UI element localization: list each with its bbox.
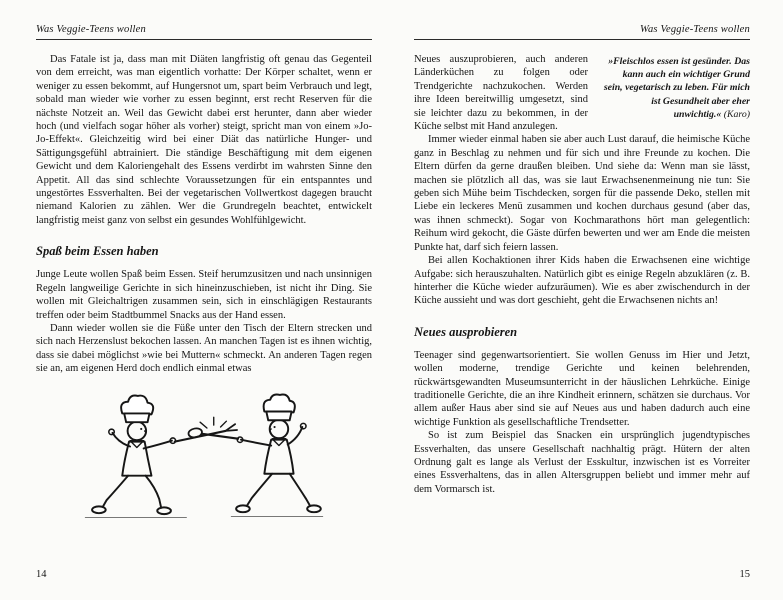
running-header-left-text: Was Veggie-Teens wollen [36, 24, 146, 35]
paragraph: Bei allen Kochaktionen ihrer Kids haben die Erwachsenen eine wichtige Aufgabe: sich herauszuhalten. Natürlich gibt es einige Regeln abzuklären (z. B. hinterher die Küche wieder aufzuräumen). Wie es aber zwischendurch in der Küche aussieht und was dort geschieht, geht die Erwachsenen nichts an! [414, 255, 750, 307]
section-heading-spass-beim-essen: Spaß beim Essen haben [36, 244, 159, 259]
left-page-body [36, 53, 372, 543]
chefs-duel-illustration [36, 392, 372, 543]
paragraph: So ist zum Beispiel das Snacken ein ursprünglich jugendtypisches Essverhalten, das unsere Gesellschaft nachhaltig prägt. Hütern der alten Ordnung galt es lange als Verlust der Esskultur, inzwischen ist es Vorreiter eines Essverhaltens, das in allen Altersgruppen beliebt und immer mehr auf dem Vormarsch ist. [414, 430, 750, 495]
chefs-duel-drawing [58, 392, 350, 538]
paragraph: Junge Leute wollen Spaß beim Essen. Steif herumzusitzen und nach unsinnigen Regeln langweilige Gerichte in sich hineinzuschieben, ist nicht ihr Ding. Sie wollen mit Gleichaltrigen zusammen sein, sich in einschlägigen Restaurants treffen oder beim Stadtbummel Snacks aus der Hand essen. [36, 269, 372, 321]
paragraph: Dann wieder wollen sie die Füße unter den Tisch der Eltern strecken und sich nach Herzenslust bekochen lassen. An manchen Tagen ist es ihnen wichtig, dass sie dabei möglichst »wie bei Muttern« schmeckt. An anderen Tagen regen sie an, am eigenen Herd doch endlich einmal etwas [36, 322, 372, 375]
paragraph: Teenager sind gegenwartsorientiert. Sie wollen Genuss im Hier und Jetzt, wollen moderne, trendige Gerichte und keinen belehrenden, rückwärtsgewandten Museumsunterricht in der häuslichen Lehrküche. Einige traditionelle Gerichte, die an ihre Kindheit erinnern, schätzen sie durchaus. Vor allem außer Haus aber sind sie auf Neues aus und haben dadurch auch eine wichtige Funktion als gesellschaftliche Trendsetter. [414, 349, 750, 428]
header-rule-right [414, 39, 750, 40]
pull-quote-attribution: (Karo) [723, 108, 750, 120]
paragraph: Immer wieder einmal haben sie aber auch Lust darauf, die heimische Küche ganz in Beschlag zu nehmen und für sich und ihre Freunde zu kochen. Die Eltern dürfen da gerne draußen bleiben. Und siehe da: Wenn man sie lässt, machen sie plötzlich all das, was sie laut Erwachsenenmeinung nie tun: Sie geben sich Mühe beim Tischdecken, sorgen für die passende Deko, stellen mit Liebe ein leckeres Menü zusammen und kochen durchaus gesund (aber das, was ihnen schmeckt). Sogar von Kochmarathons hört man gelegentlich: Reihum wird gekocht, die Gäste dürfen bewerten und wer am Ende die meisten Punkte hat, darf sich feiern lassen. [414, 134, 750, 253]
pull-quote [602, 55, 750, 121]
paragraph: Neues auszuprobieren, auch anderen Länderküchen zu folgen oder Trendgerichte nachzukochen. Werden ihre Ideen bereitwillig umgesetzt, sind sie leichter dazu zu bekommen, in der Küche selbst mit Hand anzulegen. [414, 54, 588, 133]
pull-quote-text: »Fleischlos essen ist gesünder. Das kann auch ein wichtiger Grund sein, vegetarisch zu leben. Für mich ist Gesundheit aber eher unwichtig.« [603, 56, 750, 120]
right-page-body [414, 53, 750, 496]
page-number-left: 14 [36, 569, 47, 580]
page-number-right: 15 [739, 569, 750, 580]
paragraph: Das Fatale ist ja, dass man mit Diäten langfristig oft genau das Gegenteil von dem erreicht, was man eigentlich vorhatte: Der Körper schaltet, wenn er weniger zu essen bekommt, auf Hungersnot um, spart beim Verbrauch und legt, sobald man wieder wie vorher zu essen beginnt, erst recht Reserven für die nächste Notzeit an. Weil das Gewicht dabei erst herunter, dann aber wieder hoch (und vielfach sogar höher als vorher) steigt, spricht man von einem »Jo-Jo-Effekt«. Gleichzeitig wird bei einer Diät das natürliche Hunger- und Sättigungsgefühl abtrainiert. Die ständige Beschäftigung mit dem eigenen Gewicht und dem Kaloriengehalt des Essens verdirbt im wahrsten Sinne den Appetit. All das sind schlechte Voraussetzungen für ein entspanntes und ungestörtes Essverhalten. Bei der vegetarischen Vollwertkost dagegen braucht niemand Kalorien zu zählen. Wer die Grundregeln beachtet, entwickelt langfristig meist ganz von selbst ein gesundes Wohlfühlgewicht. [36, 54, 372, 226]
page-right [414, 0, 750, 600]
page-left [36, 0, 372, 600]
header-rule-left [36, 39, 372, 40]
running-header-left [36, 0, 372, 35]
section-heading-neues-ausprobieren: Neues ausprobieren [414, 324, 518, 339]
running-header-right-text: Was Veggie-Teens wollen [640, 24, 750, 35]
running-header-right [414, 0, 750, 35]
